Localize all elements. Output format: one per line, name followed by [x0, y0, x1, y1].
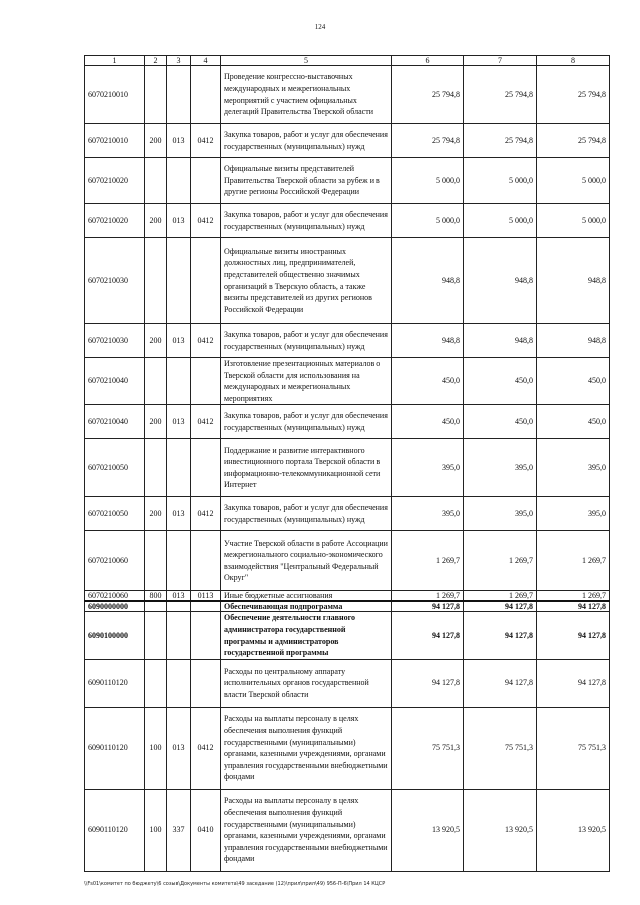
amount-cell: 13 920,5: [537, 789, 610, 871]
amount-cell: 94 127,8: [392, 659, 464, 707]
budget-code-cell: 6070210060: [85, 591, 145, 602]
admin-code-cell: 337: [167, 789, 191, 871]
amount-cell: 948,8: [537, 324, 610, 358]
amount-cell: 5 000,0: [392, 158, 464, 204]
expense-type-cell: 200: [145, 324, 167, 358]
admin-code-cell: [167, 358, 191, 405]
admin-code-cell: [167, 531, 191, 591]
amount-cell: 5 000,0: [537, 204, 610, 238]
amount-cell: 450,0: [392, 405, 464, 439]
amount-cell: 25 794,8: [464, 66, 537, 124]
section-code-cell: 0412: [191, 204, 221, 238]
amount-cell: 450,0: [392, 358, 464, 405]
section-code-cell: 0412: [191, 707, 221, 789]
amount-cell: 5 000,0: [464, 158, 537, 204]
admin-code-cell: [167, 238, 191, 324]
table-row: [85, 124, 610, 158]
amount-cell: 450,0: [464, 405, 537, 439]
expense-type-cell: [145, 358, 167, 405]
section-code-cell: [191, 158, 221, 204]
header-cell: 8: [537, 56, 610, 66]
expense-type-cell: [145, 531, 167, 591]
admin-code-cell: [167, 659, 191, 707]
expense-type-cell: 100: [145, 707, 167, 789]
section-code-cell: 0412: [191, 405, 221, 439]
section-code-cell: [191, 531, 221, 591]
budget-code-cell: 6070210030: [85, 324, 145, 358]
amount-cell: 13 920,5: [464, 789, 537, 871]
description-cell: Расходы на выплаты персоналу в целях обеспечения выполнения функций государственными (муниципальными) органами, казенными учреждениями, органами управления государственными внебюджетными фондами: [221, 707, 392, 789]
section-code-cell: 0113: [191, 591, 221, 602]
table-row: [85, 238, 610, 324]
table-row: [85, 158, 610, 204]
amount-cell: 395,0: [392, 497, 464, 531]
section-code-cell: [191, 358, 221, 405]
header-cell: 5: [221, 56, 392, 66]
table-row: [85, 204, 610, 238]
budget-code-cell: 6090110120: [85, 707, 145, 789]
description-cell: Закупка товаров, работ и услуг для обеспечения государственных (муниципальных) нужд: [221, 497, 392, 531]
amount-cell: 948,8: [464, 324, 537, 358]
expense-type-cell: 200: [145, 204, 167, 238]
amount-cell: 395,0: [464, 439, 537, 497]
admin-code-cell: 013: [167, 324, 191, 358]
section-code-cell: 0412: [191, 497, 221, 531]
budget-code-cell: 6070210040: [85, 358, 145, 405]
admin-code-cell: [167, 158, 191, 204]
expense-type-cell: 200: [145, 405, 167, 439]
budget-table: [84, 55, 610, 872]
section-code-cell: [191, 439, 221, 497]
budget-code-cell: 6070210020: [85, 204, 145, 238]
header-cell: 7: [464, 56, 537, 66]
description-cell: Обеспечивающая подпрограмма: [221, 601, 392, 612]
admin-code-cell: [167, 612, 191, 659]
table-row: [85, 439, 610, 497]
amount-cell: 450,0: [537, 405, 610, 439]
amount-cell: 948,8: [464, 238, 537, 324]
table-row: [85, 531, 610, 591]
table-row: [85, 358, 610, 405]
amount-cell: 94 127,8: [392, 612, 464, 659]
table-row: [85, 601, 610, 612]
amount-cell: 1 269,7: [392, 591, 464, 602]
table-row: [85, 66, 610, 124]
amount-cell: 75 751,3: [537, 707, 610, 789]
amount-cell: 948,8: [392, 238, 464, 324]
table-body: [85, 56, 610, 872]
section-code-cell: 0412: [191, 124, 221, 158]
budget-code-cell: 6090110120: [85, 789, 145, 871]
amount-cell: 948,8: [537, 238, 610, 324]
description-cell: Закупка товаров, работ и услуг для обеспечения государственных (муниципальных) нужд: [221, 204, 392, 238]
header-cell: 1: [85, 56, 145, 66]
description-cell: Обеспечение деятельности главного администратора государственной программы и администраторов государственной программы: [221, 612, 392, 659]
description-cell: Расходы по центральному аппарату исполнительных органов государственной власти Тверской области: [221, 659, 392, 707]
amount-cell: 94 127,8: [537, 601, 610, 612]
expense-type-cell: [145, 66, 167, 124]
amount-cell: 395,0: [392, 439, 464, 497]
amount-cell: 5 000,0: [537, 158, 610, 204]
budget-code-cell: 6070210010: [85, 66, 145, 124]
table-row: [85, 612, 610, 659]
amount-cell: 25 794,8: [392, 124, 464, 158]
description-cell: Проведение конгрессно-выставочных международных и межрегиональных мероприятий с участием официальных делегаций Правительства Тверской области: [221, 66, 392, 124]
amount-cell: 5 000,0: [464, 204, 537, 238]
expense-type-cell: 200: [145, 497, 167, 531]
description-cell: Расходы на выплаты персоналу в целях обеспечения выполнения функций государственными (муниципальными) органами, казенными учреждениями, органами управления государственными внебюджетными фондами: [221, 789, 392, 871]
budget-code-cell: 6070210010: [85, 124, 145, 158]
amount-cell: 94 127,8: [464, 601, 537, 612]
description-cell: Официальные визиты иностранных должностных лиц, предпринимателей, представителей общественно значимых организаций в Тверскую область, а также визиты представителей из других регионов Российской Федерации: [221, 238, 392, 324]
amount-cell: 94 127,8: [464, 612, 537, 659]
table-row: [85, 497, 610, 531]
header-cell: 6: [392, 56, 464, 66]
amount-cell: 450,0: [464, 358, 537, 405]
budget-code-cell: 6090000000: [85, 601, 145, 612]
budget-code-cell: 6070210050: [85, 497, 145, 531]
table-row: [85, 789, 610, 871]
section-code-cell: [191, 659, 221, 707]
header-cell: 4: [191, 56, 221, 66]
amount-cell: 450,0: [537, 358, 610, 405]
budget-code-cell: 6070210030: [85, 238, 145, 324]
table-row: [85, 707, 610, 789]
admin-code-cell: 013: [167, 707, 191, 789]
admin-code-cell: 013: [167, 591, 191, 602]
section-code-cell: [191, 238, 221, 324]
amount-cell: 1 269,7: [464, 591, 537, 602]
amount-cell: 94 127,8: [537, 659, 610, 707]
section-code-cell: [191, 612, 221, 659]
budget-code-cell: 6070210040: [85, 405, 145, 439]
description-cell: Закупка товаров, работ и услуг для обеспечения государственных (муниципальных) нужд: [221, 405, 392, 439]
expense-type-cell: [145, 659, 167, 707]
amount-cell: 75 751,3: [392, 707, 464, 789]
amount-cell: 13 920,5: [392, 789, 464, 871]
section-code-cell: [191, 601, 221, 612]
amount-cell: 395,0: [464, 497, 537, 531]
amount-cell: 94 127,8: [392, 601, 464, 612]
amount-cell: 94 127,8: [537, 612, 610, 659]
budget-code-cell: 6070210060: [85, 531, 145, 591]
budget-code-cell: 6090110120: [85, 659, 145, 707]
admin-code-cell: [167, 601, 191, 612]
header-cell: 2: [145, 56, 167, 66]
amount-cell: 1 269,7: [464, 531, 537, 591]
budget-code-cell: 6070210050: [85, 439, 145, 497]
amount-cell: 948,8: [392, 324, 464, 358]
amount-cell: 25 794,8: [537, 124, 610, 158]
expense-type-cell: [145, 439, 167, 497]
admin-code-cell: [167, 66, 191, 124]
amount-cell: 1 269,7: [392, 531, 464, 591]
expense-type-cell: 100: [145, 789, 167, 871]
expense-type-cell: [145, 238, 167, 324]
budget-code-cell: 6070210020: [85, 158, 145, 204]
table-row: [85, 659, 610, 707]
amount-cell: 1 269,7: [537, 591, 610, 602]
amount-cell: 25 794,8: [392, 66, 464, 124]
expense-type-cell: [145, 601, 167, 612]
amount-cell: 75 751,3: [464, 707, 537, 789]
description-cell: Участие Тверской области в работе Ассоциации межрегионального социально-экономического взаимодействия "Центральный Федеральный Округ": [221, 531, 392, 591]
expense-type-cell: 200: [145, 124, 167, 158]
amount-cell: 395,0: [537, 439, 610, 497]
file-path-footer: \\Fs01\комитет по бюджету\6 созыв\Документы комитета\49 заседание (12)\прил\прил\49) 956-П-6\Прил 14 КЦСР: [84, 881, 386, 887]
amount-cell: 25 794,8: [464, 124, 537, 158]
expense-type-cell: [145, 612, 167, 659]
description-cell: Закупка товаров, работ и услуг для обеспечения государственных (муниципальных) нужд: [221, 124, 392, 158]
admin-code-cell: 013: [167, 124, 191, 158]
table-row: [85, 591, 610, 602]
table-row: [85, 324, 610, 358]
section-code-cell: 0412: [191, 324, 221, 358]
admin-code-cell: 013: [167, 204, 191, 238]
header-cell: 3: [167, 56, 191, 66]
description-cell: Изготовление презентационных материалов о Тверской области для использования на международных и межрегиональных мероприятиях: [221, 358, 392, 405]
admin-code-cell: 013: [167, 497, 191, 531]
budget-code-cell: 6090100000: [85, 612, 145, 659]
description-cell: Официальные визиты представителей Правительства Тверской области за рубеж и в другие регионы Российской Федерации: [221, 158, 392, 204]
expense-type-cell: 800: [145, 591, 167, 602]
amount-cell: 94 127,8: [464, 659, 537, 707]
admin-code-cell: 013: [167, 405, 191, 439]
amount-cell: 25 794,8: [537, 66, 610, 124]
table-row: [85, 405, 610, 439]
admin-code-cell: [167, 439, 191, 497]
amount-cell: 5 000,0: [392, 204, 464, 238]
description-cell: Иные бюджетные ассигнования: [221, 591, 392, 602]
description-cell: Закупка товаров, работ и услуг для обеспечения государственных (муниципальных) нужд: [221, 324, 392, 358]
expense-type-cell: [145, 158, 167, 204]
page-number: 124: [314, 23, 326, 31]
section-code-cell: 0410: [191, 789, 221, 871]
header-row: [85, 56, 610, 66]
section-code-cell: [191, 66, 221, 124]
amount-cell: 1 269,7: [537, 531, 610, 591]
amount-cell: 395,0: [537, 497, 610, 531]
description-cell: Поддержание и развитие интерактивного инвестиционного портала Тверской области в информационно-телекоммуникационной сети Интернет: [221, 439, 392, 497]
